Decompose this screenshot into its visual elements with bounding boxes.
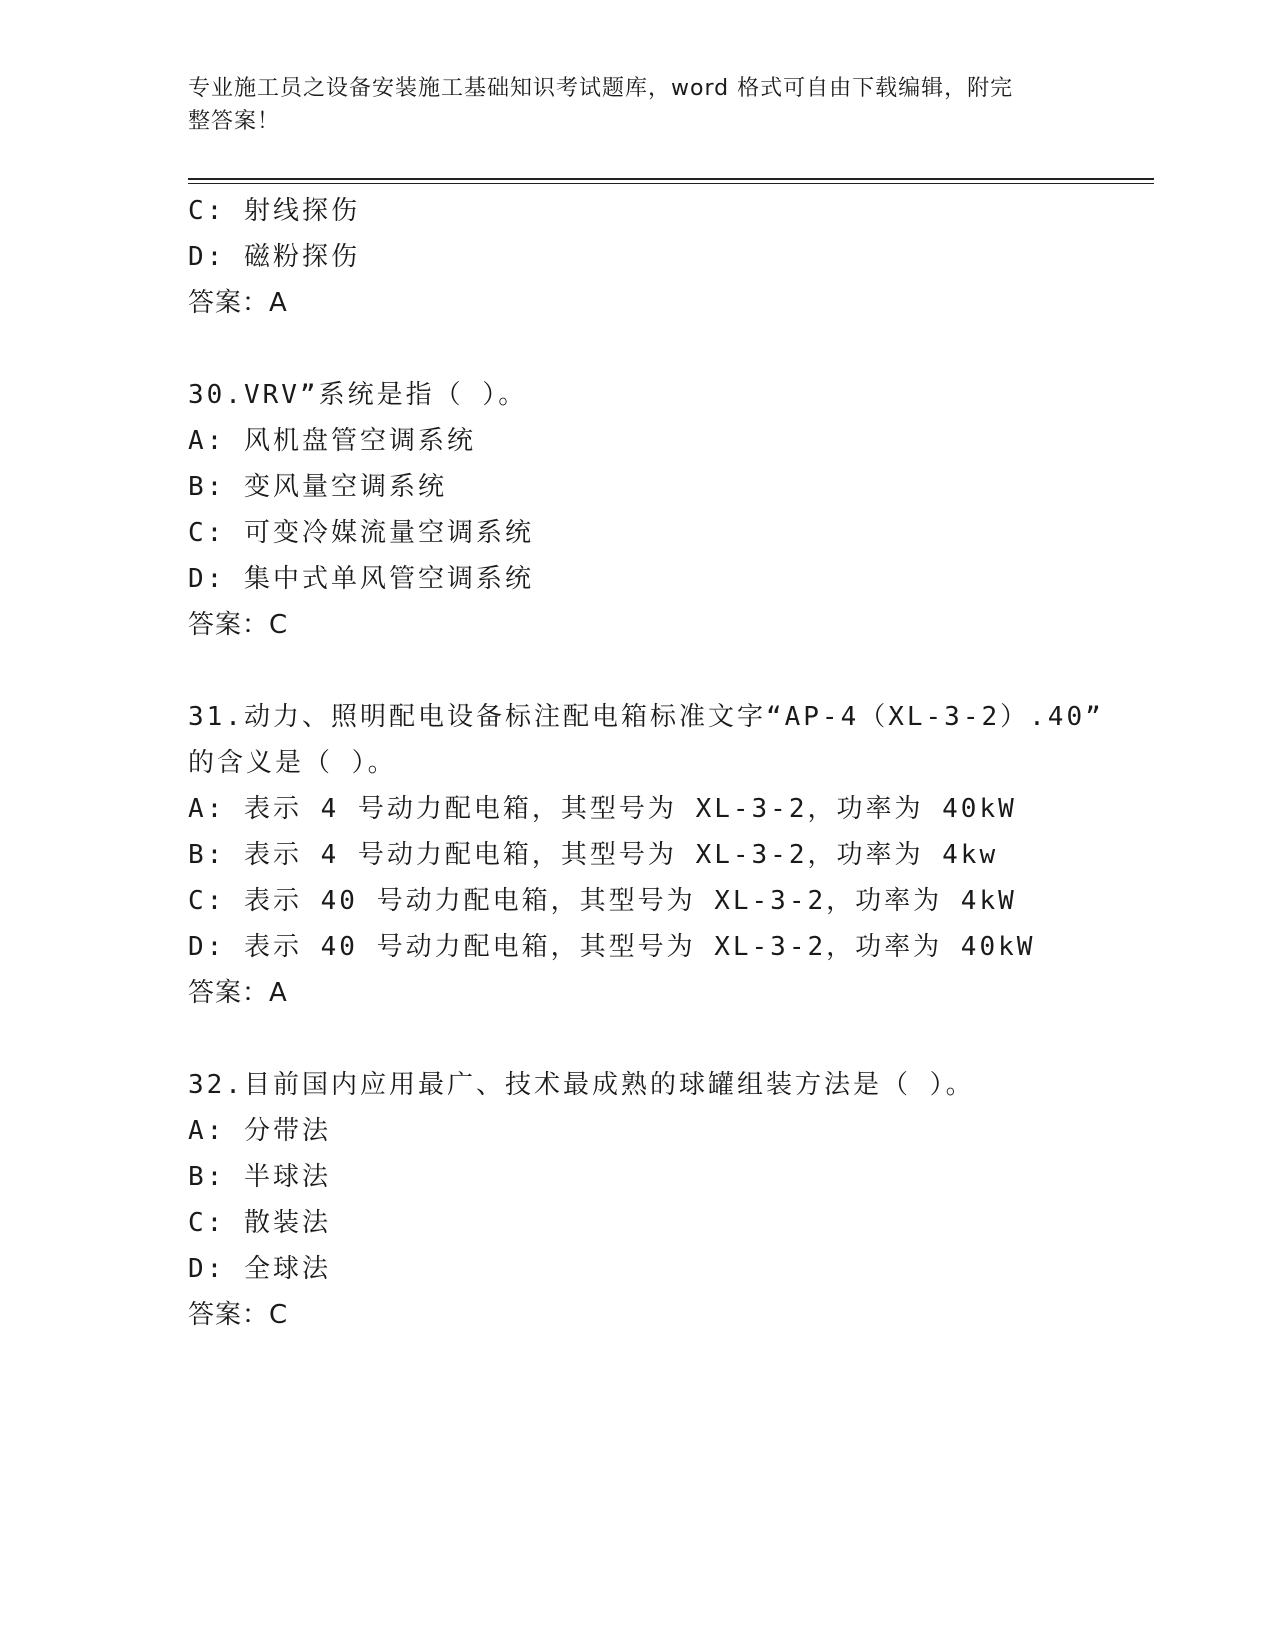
option-a: A: 风机盘管空调系统 (188, 426, 476, 456)
question-spacer (188, 326, 1118, 372)
option-b: B: 变风量空调系统 (188, 472, 447, 502)
option-c: C: 可变冷媒流量空调系统 (188, 518, 534, 548)
page-header (188, 72, 1068, 138)
question-31 (188, 694, 1118, 1016)
question-spacer (188, 1016, 1118, 1062)
option-d: D: 表示 40 号动力配电箱，其型号为 XL-3-2，功率为 40kW (188, 932, 1036, 962)
answer-line: 答案：A (188, 978, 288, 1008)
question-content (188, 188, 1118, 1338)
question-stem-line-2: 的含义是（ ）。 (188, 748, 397, 778)
option-a: A: 表示 4 号动力配电箱，其型号为 XL-3-2，功率为 40kW (188, 794, 1017, 824)
question-stem: 30.VRV”系统是指（ ）。 (188, 380, 528, 410)
answer-line: 答案：C (188, 1300, 289, 1330)
header-divider-thin (188, 183, 1154, 184)
question-stem-line-1: 31.动力、照明配电设备标注配电箱标准文字“AP-4（XL-3-2）.40” (188, 702, 1104, 732)
header-title-line-1: 专业施工员之设备安装施工基础知识考试题库，word 格式可自由下载编辑，附完 (188, 76, 1014, 101)
answer-line: 答案：C (188, 610, 289, 640)
question-30 (188, 372, 1118, 648)
option-d: D: 集中式单风管空调系统 (188, 564, 534, 594)
question-spacer (188, 648, 1118, 694)
answer-line: 答案：A (188, 288, 288, 318)
option-c: C: 射线探伤 (188, 196, 360, 226)
header-title-line-2: 整答案！ (188, 109, 281, 134)
option-d: D: 磁粉探伤 (188, 242, 360, 272)
header-divider-thick (188, 178, 1154, 180)
question-32 (188, 1062, 1118, 1338)
option-b: B: 表示 4 号动力配电箱，其型号为 XL-3-2，功率为 4kw (188, 840, 999, 870)
option-c: C: 表示 40 号动力配电箱，其型号为 XL-3-2，功率为 4kW (188, 886, 1017, 916)
option-d: D: 全球法 (188, 1254, 331, 1284)
question-stem: 32.目前国内应用最广、技术最成熟的球罐组装方法是（ ）。 (188, 1070, 975, 1100)
option-c: C: 散装法 (188, 1208, 331, 1238)
question-29-tail (188, 188, 1118, 326)
option-a: A: 分带法 (188, 1116, 331, 1146)
option-b: B: 半球法 (188, 1162, 331, 1192)
